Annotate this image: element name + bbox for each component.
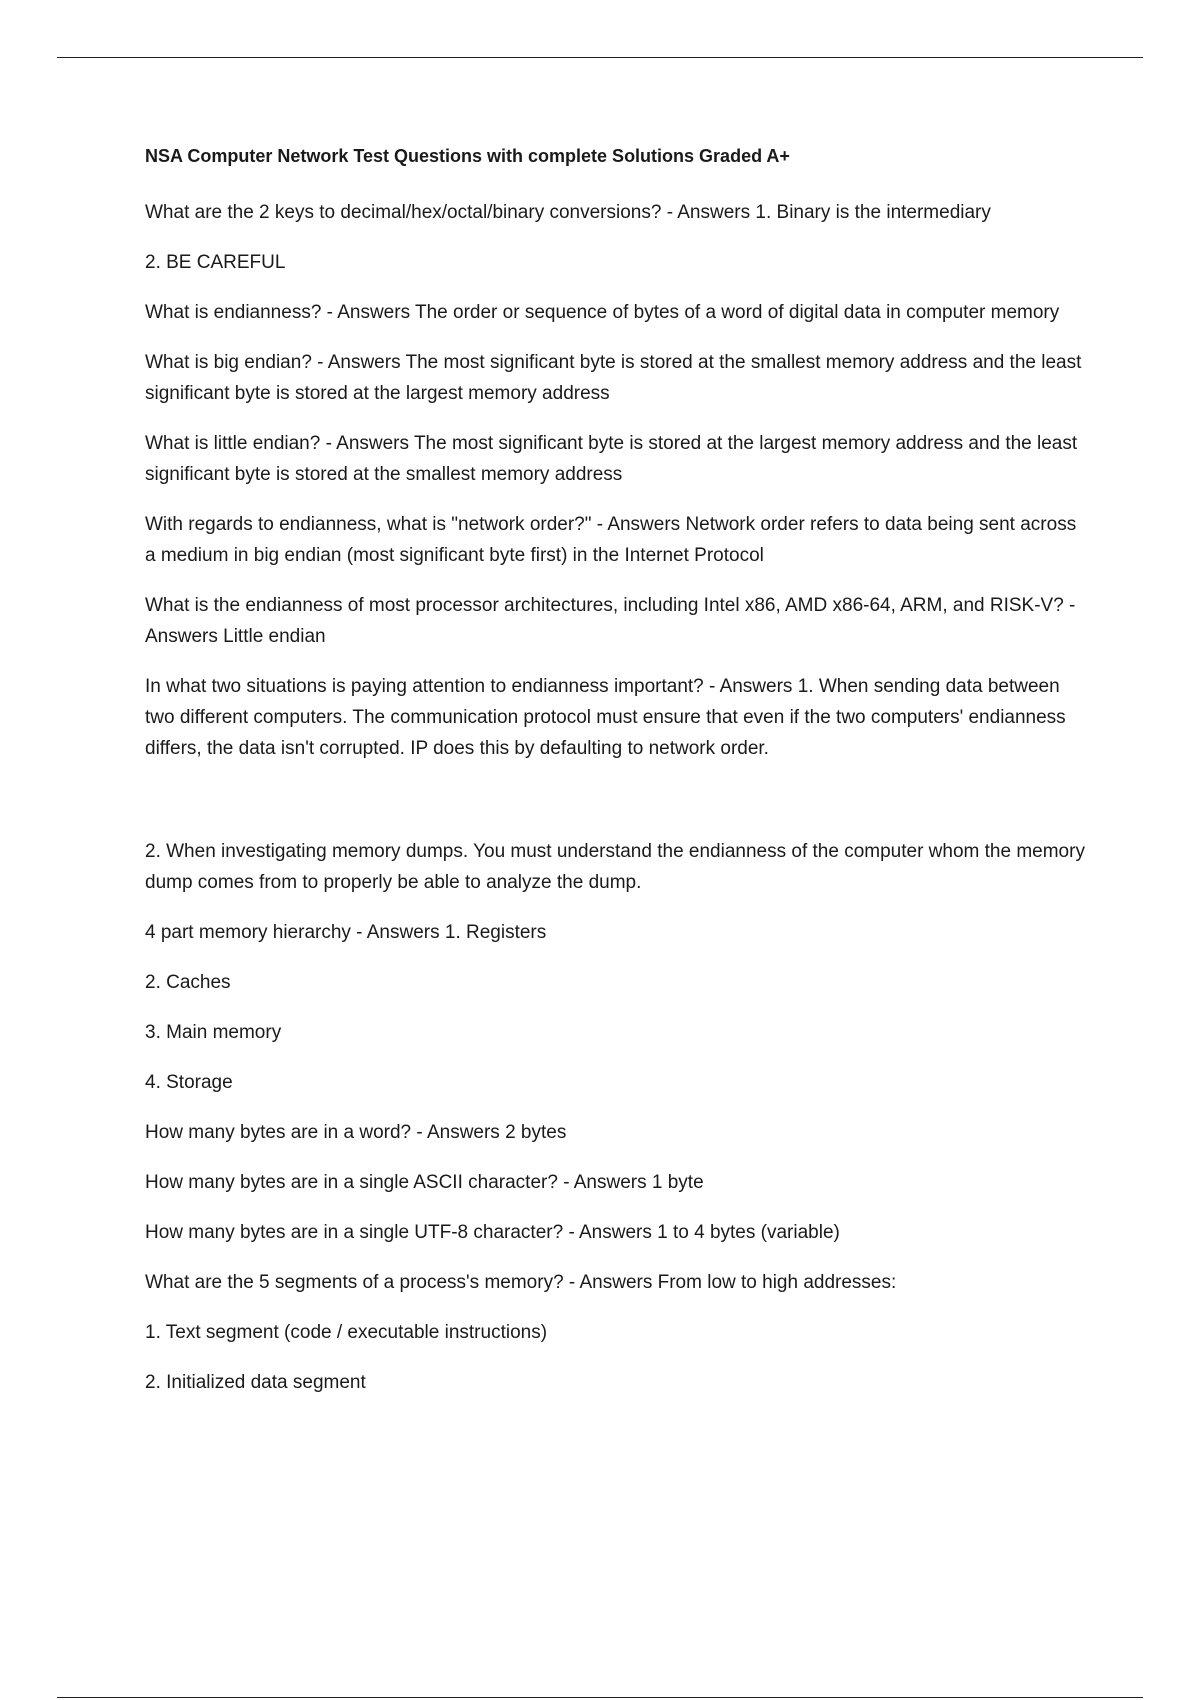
qa-paragraph: 3. Main memory (145, 1022, 282, 1043)
document-body (145, 146, 1090, 1417)
paragraph-gap (145, 783, 1090, 836)
qa-paragraph: 2. BE CAREFUL (145, 252, 286, 273)
qa-paragraph: 1. Text segment (code / executable instructions) (145, 1322, 548, 1343)
bottom-divider (57, 1697, 1143, 1698)
document-title: NSA Computer Network Test Questions with complete Solutions Graded A+ (145, 146, 790, 166)
qa-paragraph: 2. Initialized data segment (145, 1372, 366, 1393)
qa-section-2 (145, 836, 1090, 1398)
qa-paragraph: What are the 5 segments of a process's memory? - Answers From low to high addresses: (145, 1272, 897, 1293)
top-divider (57, 57, 1143, 58)
qa-paragraph: 4. Storage (145, 1072, 233, 1093)
qa-paragraph: With regards to endianness, what is "network order?" - Answers Network order refers to data being sent across a medium in big endian (most significant byte first) in the Internet Protocol (145, 514, 1077, 566)
qa-paragraph: How many bytes are in a word? - Answers 2 bytes (145, 1122, 567, 1143)
qa-paragraph: How many bytes are in a single ASCII character? - Answers 1 byte (145, 1172, 704, 1193)
qa-paragraph: What is little endian? - Answers The most significant byte is stored at the largest memory address and the least significant byte is stored at the smallest memory address (145, 433, 1078, 485)
qa-paragraph: What is big endian? - Answers The most significant byte is stored at the smallest memory address and the least significant byte is stored at the largest memory address (145, 352, 1082, 404)
qa-paragraph: What are the 2 keys to decimal/hex/octal/binary conversions? - Answers 1. Binary is the intermediary (145, 202, 991, 223)
qa-paragraph: What is the endianness of most processor architectures, including Intel x86, AMD x86-64, ARM, and RISK-V? - Answers Little endian (145, 595, 1076, 647)
qa-paragraph: 2. Caches (145, 972, 231, 993)
qa-section-1 (145, 197, 1090, 764)
qa-paragraph: What is endianness? - Answers The order or sequence of bytes of a word of digital data in computer memory (145, 302, 1060, 323)
qa-paragraph: 4 part memory hierarchy - Answers 1. Registers (145, 922, 547, 943)
qa-paragraph: 2. When investigating memory dumps. You must understand the endianness of the computer whom the memory dump comes from to properly be able to analyze the dump. (145, 841, 1085, 893)
qa-paragraph: How many bytes are in a single UTF-8 character? - Answers 1 to 4 bytes (variable) (145, 1222, 840, 1243)
qa-paragraph: In what two situations is paying attention to endianness important? - Answers 1. When sending data between two different computers. The communication protocol must ensure that even if the two computers' endianness differs, the data isn't corrupted. IP does this by defaulting to network order. (145, 676, 1066, 759)
